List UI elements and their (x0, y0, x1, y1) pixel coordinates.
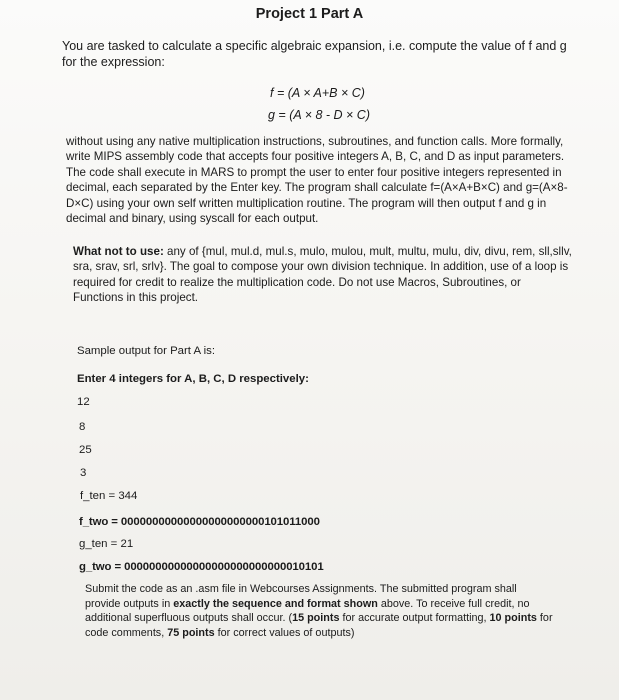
submission-bold-2: 15 points (292, 612, 340, 624)
sample-input-b: 8 (79, 421, 86, 433)
restrictions-lead: What not to use: (73, 245, 164, 258)
submission-text-1: Submit the code as an .asm file in Webcourses Assignments. The submitted program shall provide outputs in (85, 583, 517, 610)
intro-text: You are tasked to calculate a specific algebraic expansion, i.e. compute the value of f and g for the expression: (62, 39, 567, 69)
submission-text-2: above. To receive full credit, no additional superfluous outputs shall occur. ( (85, 597, 530, 624)
sample-input-a: 12 (77, 396, 90, 408)
requirements-paragraph: without using any native multiplication instructions, subroutines, and function calls. More formally, write MIPS assembly code that accepts four positive integers A, B, C, and D as input parameters. The code shall execute in MARS to prompt the user to enter four positive integers represented in decimal, each separated by the Enter key. The program shall calculate f=(A×A+B×C) and g=(A×8-D×C) using your own self written multiplication routine. The program will then output f and g in decimal and binary, using syscall for each output. (66, 135, 568, 226)
submission-bold-4: 75 points (167, 626, 215, 639)
equation-g: g = (A × 8 - D × C) (268, 108, 371, 122)
submission-bold-3: 10 points (489, 612, 537, 624)
sample-f-two: f_two = 00000000000000000000000101011000 (79, 516, 320, 528)
sample-g-two: g_two = 00000000000000000000000000010101 (79, 561, 324, 573)
sample-input-c: 25 (79, 444, 92, 456)
submission-paragraph (85, 582, 555, 640)
sample-input-d: 3 (80, 467, 87, 479)
restrictions-body: any of {mul, mul.d, mul.s, mulo, mulou, mult, multu, mulu, div, divu, rem, sll,sllv, sra, srav, srl, srlv}. The goal to compose your own division technique. In addition, use of a loop is required for credit to realize the multiplication code. Do not use Macros, Subroutines, or Functions in this project. (73, 245, 572, 305)
sample-f-ten: f_ten = 344 (80, 490, 138, 502)
sample-g-ten: g_ten = 21 (79, 538, 134, 550)
sample-prompt: Enter 4 integers for A, B, C, D respectively: (77, 373, 309, 385)
submission-text-4: for code comments, (85, 612, 553, 639)
submission-text-5: for correct values of outputs) (214, 626, 355, 639)
submission-bold-1: exactly the sequence and format shown (173, 597, 378, 610)
submission-text-3: for accurate output formatting, (339, 612, 490, 624)
restrictions-paragraph (73, 244, 573, 306)
sample-heading: Sample output for Part A is: (77, 345, 216, 357)
equation-f: f = (A × A+B × C) (270, 86, 365, 100)
page-title: Project 1 Part A (255, 6, 364, 22)
